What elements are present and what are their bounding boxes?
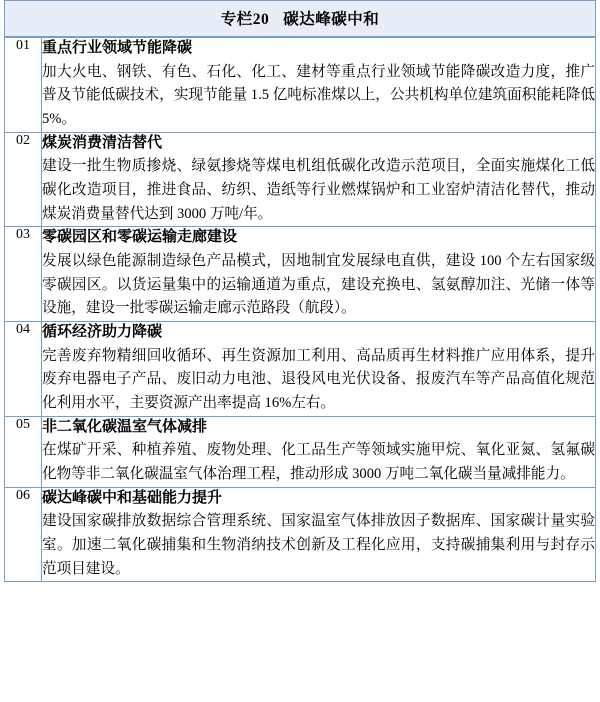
items-table [4,37,596,582]
item-number: 03 [5,227,42,322]
item-title: 非二氧化碳温室气体减排 [42,418,208,435]
item-content [42,487,596,582]
item-content [42,38,596,133]
item-content [42,322,596,417]
panel-header-title: 碳达峰碳中和 [283,11,380,28]
item-content [42,227,596,322]
item-number: 06 [5,487,42,582]
table-row [5,416,596,487]
item-title: 零碳园区和零碳运输走廊建设 [42,229,238,246]
table-row [5,227,596,322]
item-number: 04 [5,322,42,417]
item-number: 05 [5,416,42,487]
item-content [42,132,596,227]
item-number: 01 [5,38,42,133]
table-row [5,132,596,227]
item-number: 02 [5,132,42,227]
table-row [5,38,596,133]
item-text: 建设一批生物质掺烧、绿氨掺烧等煤电机组低碳化改造示范项目，全面实施煤化工低碳化改造项目，推进食品、纺织、造纸等行业燃煤锅炉和工业窑炉清洁化替代，推动煤炭消费量替代达到 3000 万吨/年。 [42,158,595,222]
table-row [5,322,596,417]
item-title: 煤炭消费清洁替代 [42,134,163,151]
panel-header [4,0,596,37]
item-text: 在煤矿开采、种植养殖、废物处理、化工品生产等领域实施甲烷、氧化亚氮、氢氟碳化物等非二氧化碳温室气体治理工程，推动形成 3000 万吨二氧化碳当量减排能力。 [42,442,595,483]
item-text: 发展以绿色能源制造绿色产品模式，因地制宜发展绿电直供，建设 100 个左右国家级零碳园区。以货运量集中的运输通道为重点，建设充换电、氢氨醇加注、光储一体等设施，建设一批零碳运输走廊示范路段（航段）。 [42,253,595,317]
item-text: 加大火电、钢铁、有色、石化、化工、建材等重点行业领域节能降碳改造力度，推广普及节能低碳技术，实现节能量 1.5 亿吨标准煤以上，公共机构单位建筑面积能耗降低 5%。 [42,63,595,128]
item-text: 完善废弃物精细回收循环、再生资源加工利用、高品质再生材料推广应用体系，提升废弃电器电子产品、废旧动力电池、退役风电光伏设备、报废汽车等产品高值化规范化利用水平，主要资源产出率提高 16%左右。 [42,347,595,412]
panel-header-label: 专栏20 [220,11,270,28]
table-row [5,487,596,582]
item-title: 碳达峰碳中和基础能力提升 [42,489,223,506]
item-title: 循环经济助力降碳 [42,324,163,341]
item-content [42,416,596,487]
item-text: 建设国家碳排放数据综合管理系统、国家温室气体排放因子数据库、国家碳计量实验室。加速二氧化碳捕集和生物消纳技术创新及工程化应用，支持碳捕集利用与封存示范项目建设。 [42,513,595,577]
item-title: 重点行业领域节能降碳 [42,40,193,56]
